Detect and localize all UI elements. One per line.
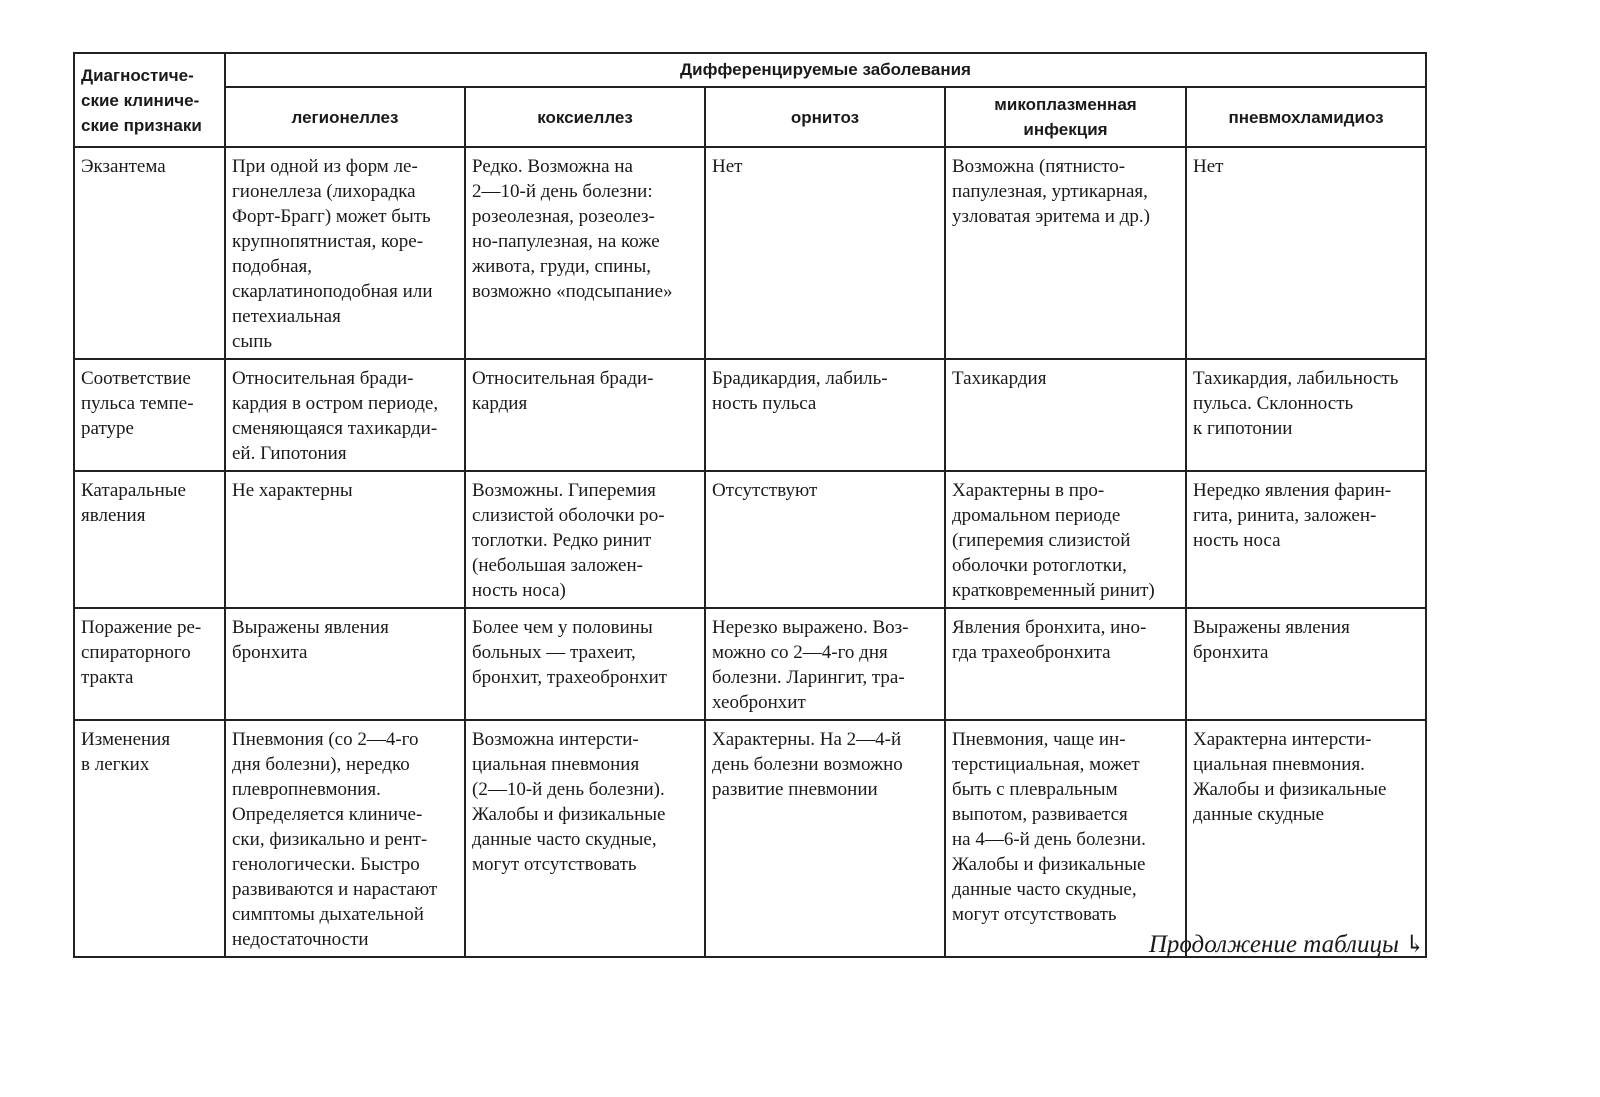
header-row-columns — [74, 87, 1426, 147]
table-cell: Выражены явления бронхита — [1186, 608, 1426, 720]
feature-cell: Катаральные явления — [74, 471, 225, 608]
table-cell: Отсутствуют — [705, 471, 945, 608]
table-cell: Более чем у половины больных — трахеит, бронхит, трахеобронхит — [465, 608, 705, 720]
table-cell: Тахикардия, лабильность пульса. Склонность к гипотонии — [1186, 359, 1426, 471]
column-header-legionellosis — [225, 87, 465, 147]
column-header-text: легионеллез — [291, 107, 399, 127]
feature-cell: Изменения в легких — [74, 720, 225, 957]
table-cell: Относительная бради- кардия — [465, 359, 705, 471]
table-cell: Возможна (пятнисто- папулезная, уртикарная, узловатая эритема и др.) — [945, 147, 1186, 359]
table-cell: Нет — [1186, 147, 1426, 359]
continuation-arrow-icon: ↳ — [1404, 932, 1425, 958]
table-cell: Нередко явления фарин- гита, ринита, заложен- ность носа — [1186, 471, 1426, 608]
table-cell: Выражены явления бронхита — [225, 608, 465, 720]
continuation-label: Продолжение таблицы — [1148, 931, 1399, 958]
column-header-text: пневмохламидиоз — [1228, 107, 1384, 127]
table-cell: Редко. Возможна на 2—10-й день болезни: розеолезная, розеолез- но-папулезная, на коже живота, груди, спины, возможно «подсыпание» — [465, 147, 705, 359]
table-cell: При одной из форм ле- гионеллеза (лихорадка Форт-Брагг) может быть крупнопятнистая, коре- подобная, скарлатиноподобная или петехиальная сыпь — [225, 147, 465, 359]
table-cell: Пневмония (со 2—4-го дня болезни), нередко плевропневмония. Определяется клиниче- ски, физикально и рент- генологически. Быстро развиваются и нарастают симптомы дыхательной недостаточности — [225, 720, 465, 957]
table-continuation-caption — [1149, 930, 1425, 959]
table-cell: Характерны. На 2—4-й день болезни возможно развитие пневмонии — [705, 720, 945, 957]
table-cell: Пневмония, чаще ин- терстициальная, может быть с плевральным выпотом, развивается на 4—6-й день болезни. Жалобы и физикальные данные часто скудные, могут отсутствовать — [945, 720, 1186, 957]
column-header-text: микоплазменная инфекция — [994, 95, 1137, 139]
table-cell: Не характерны — [225, 471, 465, 608]
table-cell: Возможны. Гиперемия слизистой оболочки ро- тоглотки. Редко ринит (небольшая заложен- ность носа) — [465, 471, 705, 608]
table-row — [74, 471, 1426, 608]
corner-header-text: Диагностиче- ские клиниче- ские признаки — [81, 65, 202, 135]
group-header-text: Дифференцируемые заболевания — [680, 60, 971, 79]
column-header-mycoplasma — [945, 87, 1186, 147]
feature-cell: Экзантема — [74, 147, 225, 359]
header-row-group — [74, 53, 1426, 87]
column-header-coxiellosis — [465, 87, 705, 147]
column-header-chlamydophila — [1186, 87, 1426, 147]
table-row — [74, 359, 1426, 471]
table-cell: Характерна интерсти- циальная пневмония. Жалобы и физикальные данные скудные — [1186, 720, 1426, 957]
column-header-text: орнитоз — [790, 107, 860, 127]
column-header-ornithosis — [705, 87, 945, 147]
group-header — [225, 53, 1426, 87]
table-row — [74, 608, 1426, 720]
differential-diagnosis-table — [73, 52, 1427, 958]
table-cell: Тахикардия — [945, 359, 1186, 471]
table-cell: Брадикардия, лабиль- ность пульса — [705, 359, 945, 471]
table-cell: Явления бронхита, ино- гда трахеобронхита — [945, 608, 1186, 720]
table-cell: Относительная бради- кардия в остром периоде, сменяющаяся тахикарди- ей. Гипотония — [225, 359, 465, 471]
table-cell: Возможна интерсти- циальная пневмония (2—10-й день болезни). Жалобы и физикальные данные часто скудные, могут отсутствовать — [465, 720, 705, 957]
table-cell: Нет — [705, 147, 945, 359]
feature-cell: Соответствие пульса темпе- ратуре — [74, 359, 225, 471]
table-row — [74, 147, 1426, 359]
table-cell: Нерезко выражено. Воз- можно со 2—4-го дня болезни. Ларингит, тра- хеобронхит — [705, 608, 945, 720]
table-cell: Характерны в про- дромальном периоде (гиперемия слизистой оболочки ротоглотки, кратковременный ринит) — [945, 471, 1186, 608]
column-header-text: коксиеллез — [537, 107, 633, 127]
feature-cell: Поражение ре- спираторного тракта — [74, 608, 225, 720]
corner-header — [74, 53, 225, 147]
table-row — [74, 720, 1426, 957]
